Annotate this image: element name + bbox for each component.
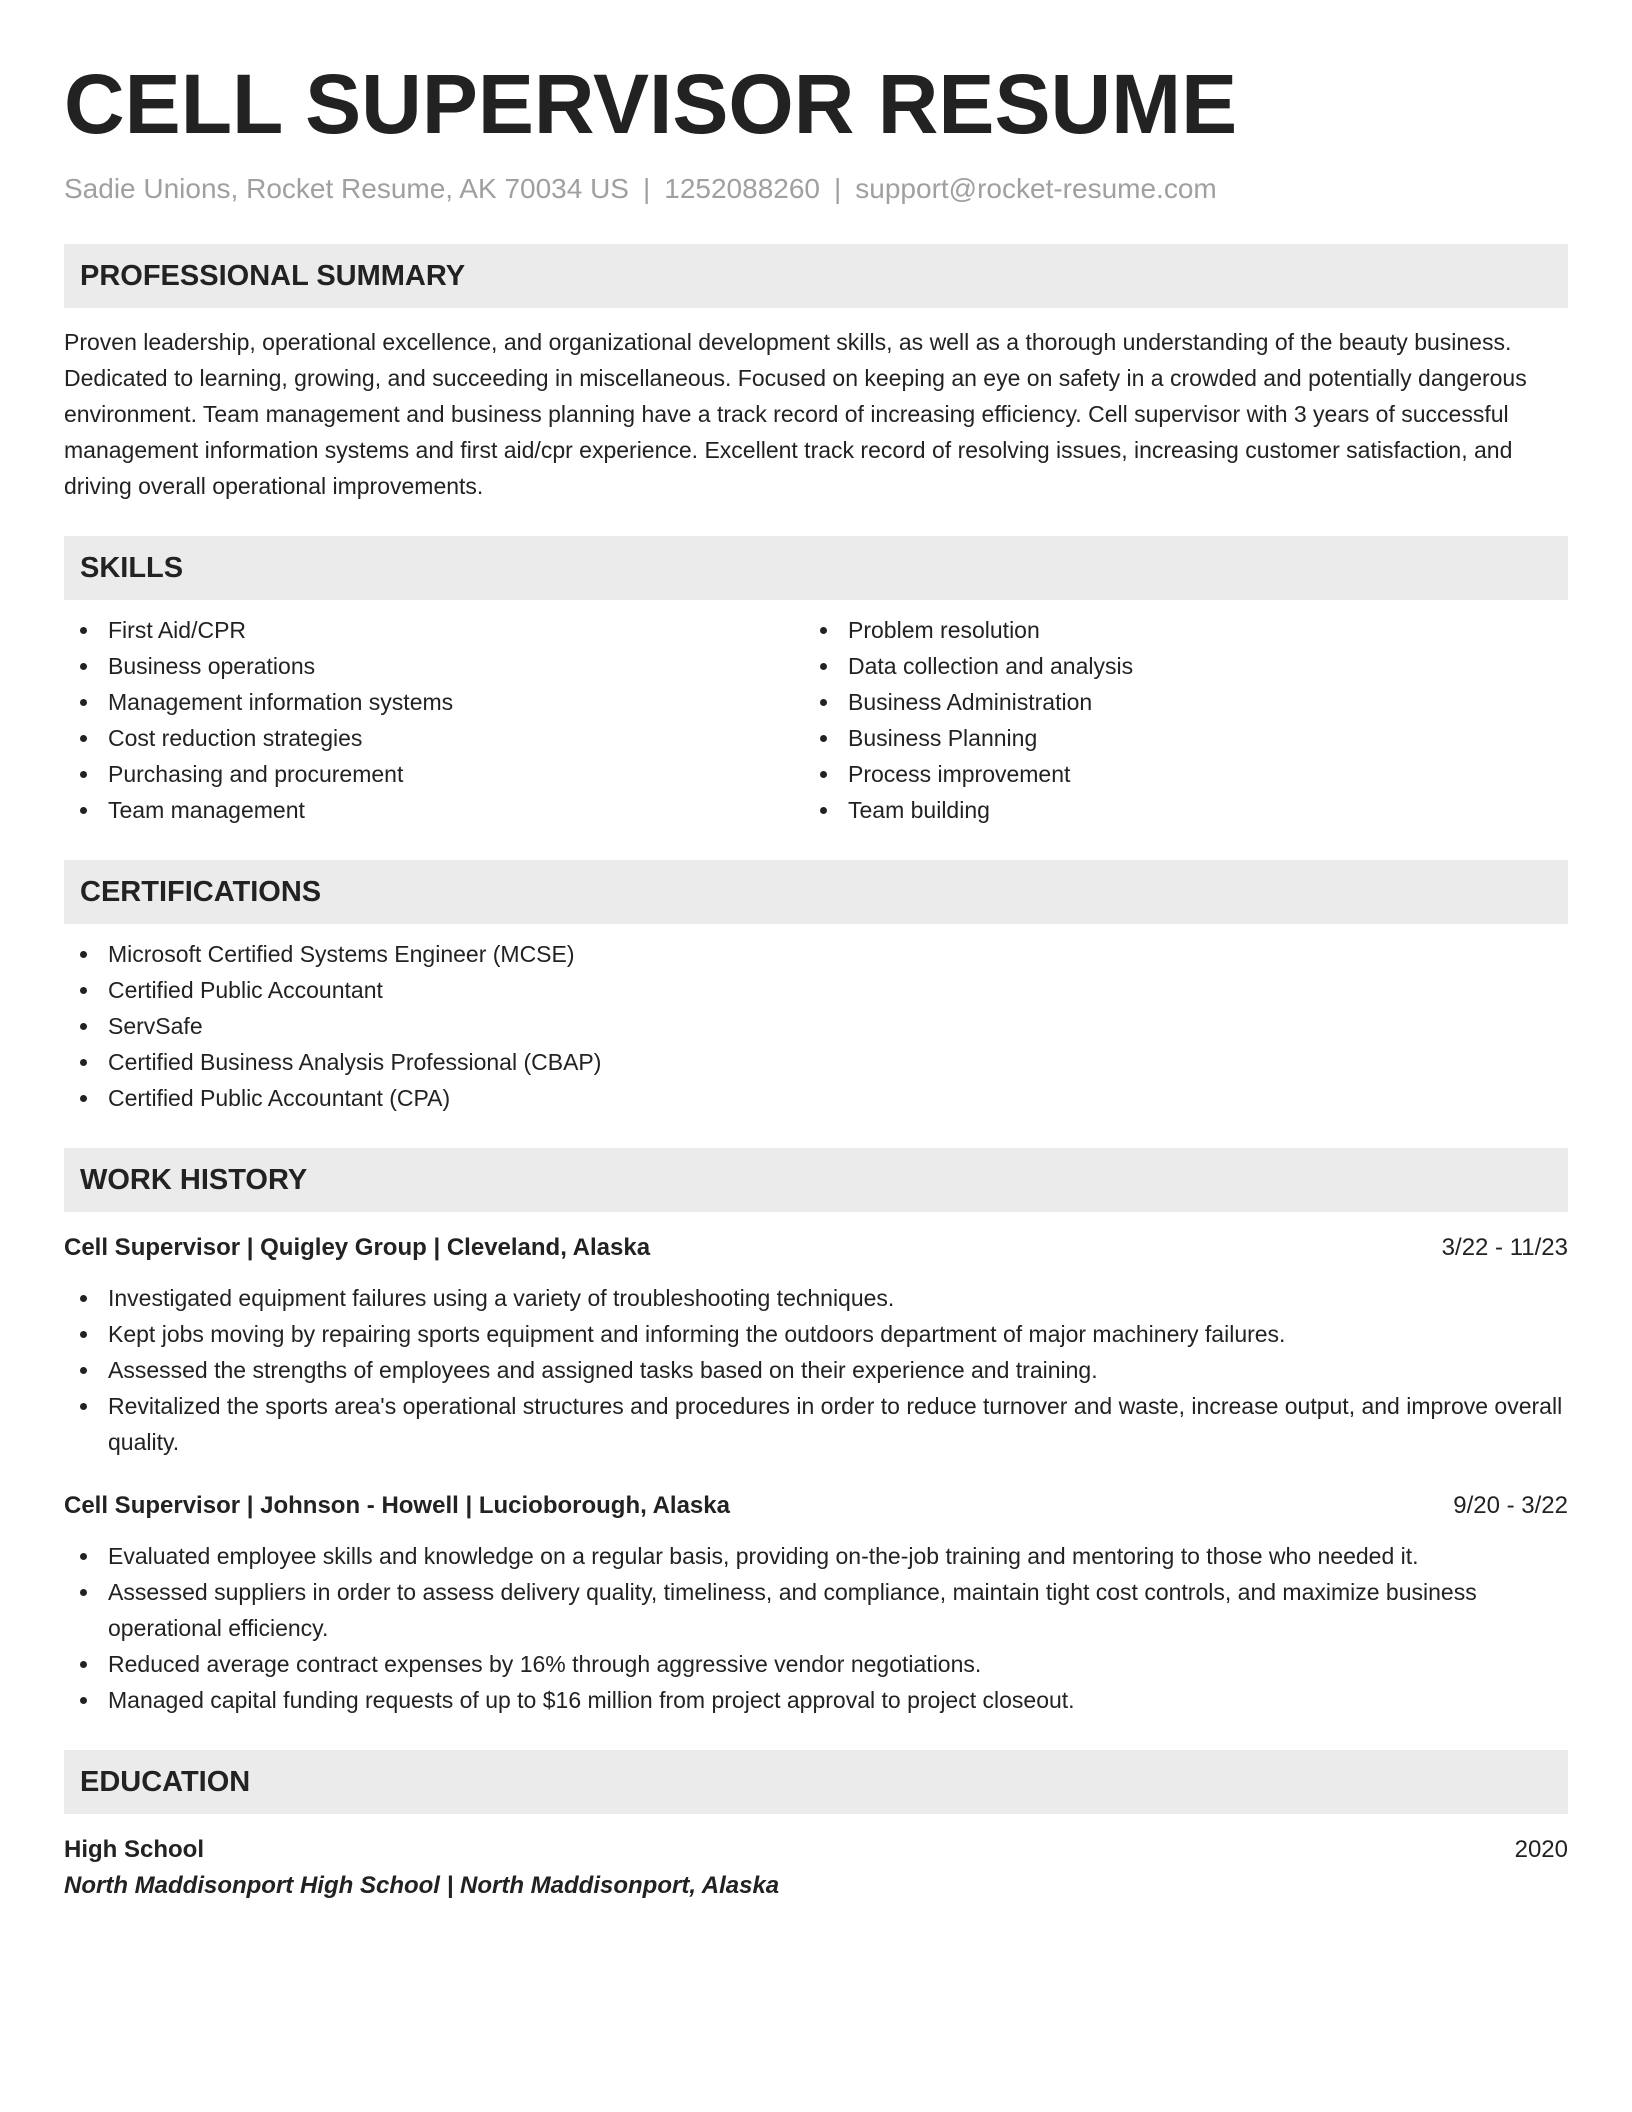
bullet-icon: [80, 1095, 87, 1102]
list-item: Process improvement: [804, 756, 1544, 792]
summary-section: [64, 244, 1568, 504]
skills-grid: [64, 612, 1568, 828]
job-title: Cell Supervisor | Quigley Group | Cleveland, Alaska: [64, 1234, 651, 1261]
bullet-icon: [820, 807, 827, 814]
contact-address: Sadie Unions, Rocket Resume, AK 70034 US: [64, 173, 629, 204]
education-school: North Maddisonport High School | North Maddisonport, Alaska: [64, 1872, 780, 1899]
work-section: [64, 1148, 1568, 1718]
job-heading: [64, 1488, 1568, 1524]
certifications-list: [64, 936, 1568, 1116]
list-item: Cost reduction strategies: [64, 720, 804, 756]
bullet-icon: [80, 1295, 87, 1302]
bullet-icon: [820, 663, 827, 670]
list-item: Business operations: [64, 648, 804, 684]
bullet-icon: [80, 771, 87, 778]
skills-list-left: [64, 612, 804, 828]
section-header-work: WORK HISTORY: [64, 1148, 1568, 1212]
list-item: Revitalized the sports area's operational structures and procedures in order to reduce turnover and waste, increase output, and improve overall quality.: [64, 1388, 1568, 1460]
bullet-icon: [80, 627, 87, 634]
certifications-section: [64, 860, 1568, 1116]
bullet-icon: [80, 1367, 87, 1374]
job-dates: 3/22 - 11/23: [1441, 1234, 1568, 1261]
list-item: Purchasing and procurement: [64, 756, 804, 792]
list-item: Management information systems: [64, 684, 804, 720]
job-bullets: [64, 1538, 1568, 1718]
list-item: Evaluated employee skills and knowledge on a regular basis, providing on-the-job training and mentoring to those who needed it.: [64, 1538, 1568, 1574]
list-item: Team management: [64, 792, 804, 828]
skills-section: [64, 536, 1568, 828]
job-title: Cell Supervisor | Johnson - Howell | Lucioborough, Alaska: [64, 1492, 730, 1519]
list-item: Business Planning: [804, 720, 1544, 756]
bullet-icon: [80, 735, 87, 742]
bullet-icon: [820, 699, 827, 706]
section-header-summary: PROFESSIONAL SUMMARY: [64, 244, 1568, 308]
list-item: Certified Public Accountant (CPA): [64, 1080, 1568, 1116]
list-item: Microsoft Certified Systems Engineer (MCSE): [64, 936, 1568, 972]
list-item: Reduced average contract expenses by 16% through aggressive vendor negotiations.: [64, 1646, 1568, 1682]
bullet-icon: [80, 663, 87, 670]
bullet-icon: [80, 1023, 87, 1030]
contact-email: support@rocket-resume.com: [855, 173, 1217, 204]
list-item: Certified Business Analysis Professional (CBAP): [64, 1044, 1568, 1080]
skills-list-right: [804, 612, 1544, 828]
summary-text: Proven leadership, operational excellence, and organizational development skills, as well as a thorough understanding of the beauty business. Dedicated to learning, growing, and succeeding in miscellaneous. Focused on keeping an eye on safety in a crowded and potentially dangerous environment. Team management and business planning have a track record of increasing efficiency. Cell supervisor with 3 years of successful management information systems and first aid/cpr experience. Excellent track record of resolving issues, increasing customer satisfaction, and driving overall operational improvements.: [64, 329, 1527, 499]
job-bullets: [64, 1280, 1568, 1460]
education-degree: High School: [64, 1836, 204, 1863]
education-year: 2020: [1514, 1836, 1568, 1863]
bullet-icon: [80, 1059, 87, 1066]
bullet-icon: [80, 1661, 87, 1668]
bullet-icon: [820, 771, 827, 778]
contact-phone: 1252088260: [664, 173, 820, 204]
list-item: Problem resolution: [804, 612, 1544, 648]
bullet-icon: [80, 1553, 87, 1560]
education-heading: [64, 1832, 1568, 1868]
job-dates: 9/20 - 3/22: [1453, 1492, 1568, 1519]
job-heading: [64, 1230, 1568, 1266]
section-header-certifications: CERTIFICATIONS: [64, 860, 1568, 924]
section-header-education: EDUCATION: [64, 1750, 1568, 1814]
list-item: Certified Public Accountant: [64, 972, 1568, 1008]
list-item: Assessed the strengths of employees and assigned tasks based on their experience and training.: [64, 1352, 1568, 1388]
list-item: ServSafe: [64, 1008, 1568, 1044]
list-item: First Aid/CPR: [64, 612, 804, 648]
bullet-icon: [80, 1697, 87, 1704]
bullet-icon: [80, 699, 87, 706]
contact-separator: |: [642, 173, 651, 204]
list-item: Investigated equipment failures using a variety of troubleshooting techniques.: [64, 1280, 1568, 1316]
list-item: Team building: [804, 792, 1544, 828]
list-item: Business Administration: [804, 684, 1544, 720]
list-item: Kept jobs moving by repairing sports equipment and informing the outdoors department of major machinery failures.: [64, 1316, 1568, 1352]
bullet-icon: [820, 735, 827, 742]
resume-title: CELL SUPERVISOR RESUME: [64, 57, 1238, 151]
bullet-icon: [80, 807, 87, 814]
contact-line: [64, 172, 1568, 206]
bullet-icon: [80, 951, 87, 958]
bullet-icon: [80, 1589, 87, 1596]
contact-separator: |: [834, 173, 842, 204]
list-item: Data collection and analysis: [804, 648, 1544, 684]
education-section: [64, 1750, 1568, 1904]
bullet-icon: [80, 987, 87, 994]
list-item: Assessed suppliers in order to assess delivery quality, timeliness, and compliance, maintain tight cost controls, and maximize business operational efficiency.: [64, 1574, 1568, 1646]
bullet-icon: [80, 1403, 87, 1410]
bullet-icon: [80, 1331, 87, 1338]
list-item: Managed capital funding requests of up to $16 million from project approval to project closeout.: [64, 1682, 1568, 1718]
bullet-icon: [820, 627, 827, 634]
section-header-skills: SKILLS: [64, 536, 1568, 600]
